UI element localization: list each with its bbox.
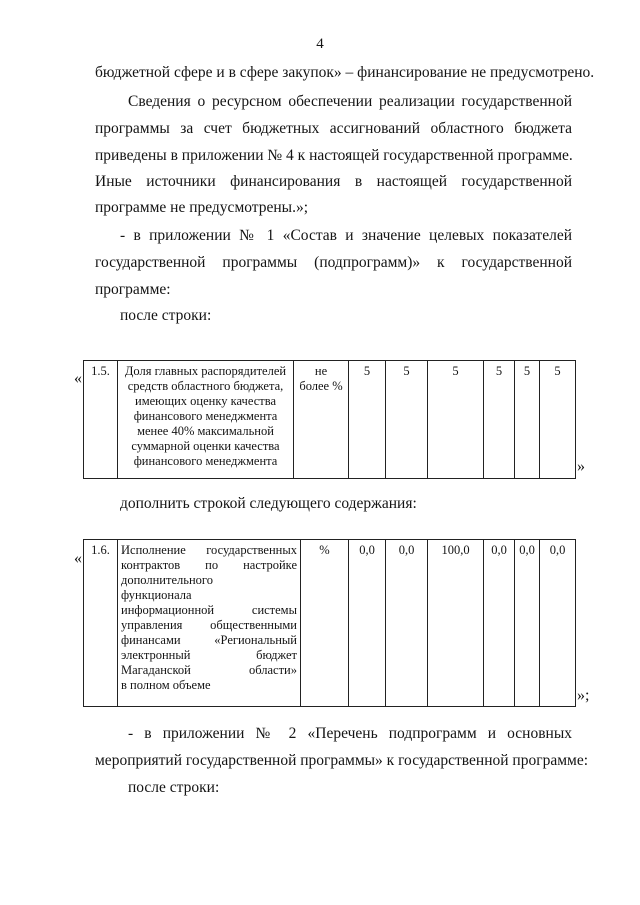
indicator-table-2 bbox=[83, 539, 576, 707]
value-cell: 5 bbox=[428, 361, 484, 479]
value-cell: 0,0 bbox=[540, 540, 576, 707]
paragraph-line: дополнить строкой следующего содержания: bbox=[120, 495, 417, 512]
paragraph-line: - в приложении № 2 «Перечень подпрограмм и основных bbox=[128, 725, 572, 742]
row-number: 1.6. bbox=[84, 540, 118, 707]
value-cell: 100,0 bbox=[428, 540, 484, 707]
indicator-table-1 bbox=[83, 360, 576, 479]
unit: % bbox=[301, 540, 349, 707]
paragraph-line: приведены в приложении № 4 к настоящей государственной программе. bbox=[95, 147, 573, 164]
value-cell: 0,0 bbox=[484, 540, 515, 707]
value-cell: 5 bbox=[349, 361, 386, 479]
open-quote: « bbox=[74, 370, 82, 387]
close-quote: » bbox=[577, 458, 585, 475]
value-cell: 5 bbox=[540, 361, 576, 479]
paragraph-line: после строки: bbox=[120, 307, 212, 324]
paragraph-line: Иные источники финансирования в настоящей государственной bbox=[95, 173, 572, 190]
paragraph-line: мероприятий государственной программы» к государственной программе: bbox=[95, 752, 589, 769]
indicator-name: Доля главных распорядителей средств областного бюджета, имеющих оценку качества финансового менеджмента менее 40% максимальной суммарной оценки качества финансового менеджмента bbox=[118, 361, 294, 479]
value-cell: 0,0 bbox=[349, 540, 386, 707]
indicator-name: Исполнение государственных контрактов по настройке дополнительного функционала информационной системы управления общественными финансами «Региональный электронный бюджет Магаданской области» в полном объеме bbox=[118, 540, 301, 707]
value-cell: 0,0 bbox=[386, 540, 428, 707]
open-quote: « bbox=[74, 550, 82, 567]
paragraph-line: государственной программы (подпрограмм)» к государственной bbox=[95, 254, 572, 271]
paragraph-line: программе: bbox=[95, 281, 171, 298]
close-quote: »; bbox=[577, 687, 590, 704]
paragraph-line: программы за счет бюджетных ассигнований областного бюджета bbox=[95, 120, 572, 137]
value-cell: 0,0 bbox=[515, 540, 540, 707]
unit: не более % bbox=[294, 361, 349, 479]
page-number: 4 bbox=[316, 36, 324, 52]
paragraph-line: - в приложении № 1 «Состав и значение целевых показателей bbox=[120, 227, 572, 244]
row-number: 1.5. bbox=[84, 361, 118, 479]
paragraph-line: после строки: bbox=[128, 779, 220, 796]
value-cell: 5 bbox=[484, 361, 515, 479]
value-cell: 5 bbox=[515, 361, 540, 479]
paragraph-line: Сведения о ресурсном обеспечении реализации государственной bbox=[128, 93, 572, 110]
value-cell: 5 bbox=[386, 361, 428, 479]
paragraph-line: бюджетной сфере и в сфере закупок» – финансирование не предусмотрено. bbox=[95, 64, 595, 81]
paragraph-line: программе не предусмотрены.»; bbox=[95, 199, 309, 216]
